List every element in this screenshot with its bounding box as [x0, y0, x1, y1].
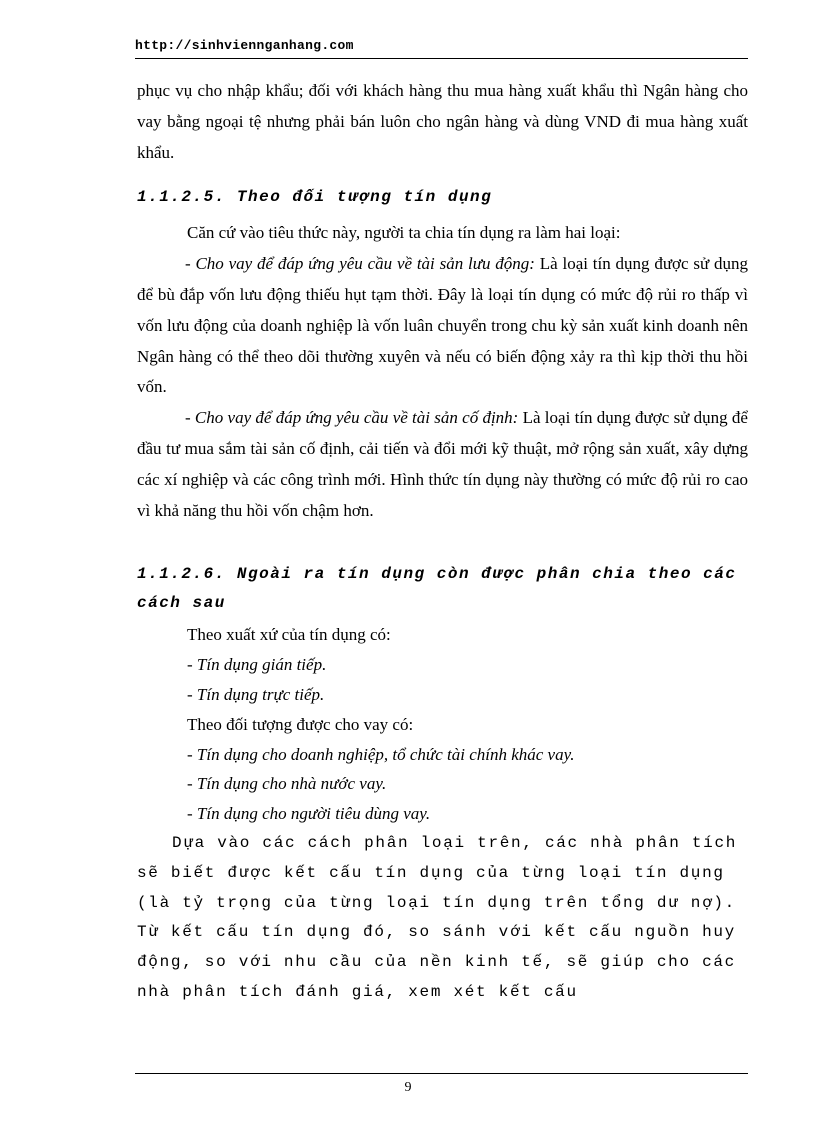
current-assets-paragraph	[137, 249, 748, 403]
current-assets-text: Là loại tín dụng được sử dụng để bù đắp vốn lưu động thiếu hụt tạm thời. Đây là loại tín dụng có mức độ rủi ro thấp vì vốn lưu động của doanh nghiệp là vốn luân chuyển trong chu kỳ sản xuất kinh doanh nên Ngân hàng có thể theo dõi thường xuyên và nếu có biến động xảy ra thì kịp thời thu hồi vốn.	[137, 254, 748, 397]
borrower-item-business: Tín dụng cho doanh nghiệp, tổ chức tài chính khác vay.	[196, 744, 575, 764]
list-item: - Tín dụng trực tiếp.	[187, 684, 325, 704]
header-url: http://sinhviennganhang.com	[135, 38, 354, 53]
origin-item-direct: Tín dụng trực tiếp.	[196, 684, 325, 704]
borrower-item-state: Tín dụng cho nhà nước vay.	[196, 774, 387, 794]
list-item: - Tín dụng cho người tiêu dùng vay.	[187, 804, 431, 824]
conclusion-paragraph: Dựa vào các cách phân loại trên, các nhà phân tích sẽ biết được kết cấu tín dụng của từng loại tín dụng (là tỷ trọng của từng loại tín dụng trên tổng dư nợ). Từ kết cấu tín dụng đó, so sánh với kết cấu nguồn huy động, so với nhu cầu của nền kinh tế, sẽ giúp cho các nhà phân tích đánh giá, xem xét kết cấu	[137, 833, 738, 1001]
section-heading-1-1-2-6: 1.1.2.6. Ngoài ra tín dụng còn được phân chia theo các cách sau	[137, 565, 737, 613]
current-assets-label: - Cho vay để đáp ứng yêu cầu về tài sản lưu động:	[185, 254, 535, 274]
page-number: 9	[404, 1080, 412, 1095]
fixed-assets-label: - Cho vay để đáp ứng yêu cầu về tài sản cố định:	[185, 408, 519, 428]
fixed-assets-text: Là loại tín dụng được sử dụng để đầu tư mua sắm tài sản cố định, cải tiến và đổi mới kỹ thuật, mở rộng sản xuất, xây dựng các xí nghiệp và các công trình mới. Hình thức tín dụng này thường có mức độ rủi ro cao vì khả năng thu hồi vốn chậm hơn.	[137, 408, 748, 520]
intro-paragraph: Căn cứ vào tiêu thức này, người ta chia tín dụng ra làm hai loại:	[187, 223, 621, 243]
continuation-paragraph: phục vụ cho nhập khẩu; đối với khách hàng thu mua hàng xuất khẩu thì Ngân hàng cho vay bằng ngoại tệ nhưng phải bán luôn cho ngân hàng và dùng VND đi mua hàng xuất khẩu.	[137, 81, 748, 162]
list-item: - Tín dụng cho doanh nghiệp, tổ chức tài chính khác vay.	[187, 744, 575, 764]
list-item: - Tín dụng cho nhà nước vay.	[187, 774, 387, 794]
origin-item-indirect: Tín dụng gián tiếp.	[196, 655, 327, 675]
borrower-intro: Theo đối tượng được cho vay có:	[187, 714, 414, 734]
section-heading-1-1-2-5: 1.1.2.5. Theo đối tượng tín dụng	[137, 188, 493, 207]
fixed-assets-paragraph	[137, 403, 748, 526]
header-divider	[135, 58, 748, 59]
footer-divider	[135, 1073, 748, 1074]
origin-intro: Theo xuất xứ của tín dụng có:	[187, 625, 391, 645]
list-item: - Tín dụng gián tiếp.	[187, 655, 327, 675]
borrower-item-consumer: Tín dụng cho người tiêu dùng vay.	[196, 804, 431, 824]
document-body	[137, 76, 748, 1008]
